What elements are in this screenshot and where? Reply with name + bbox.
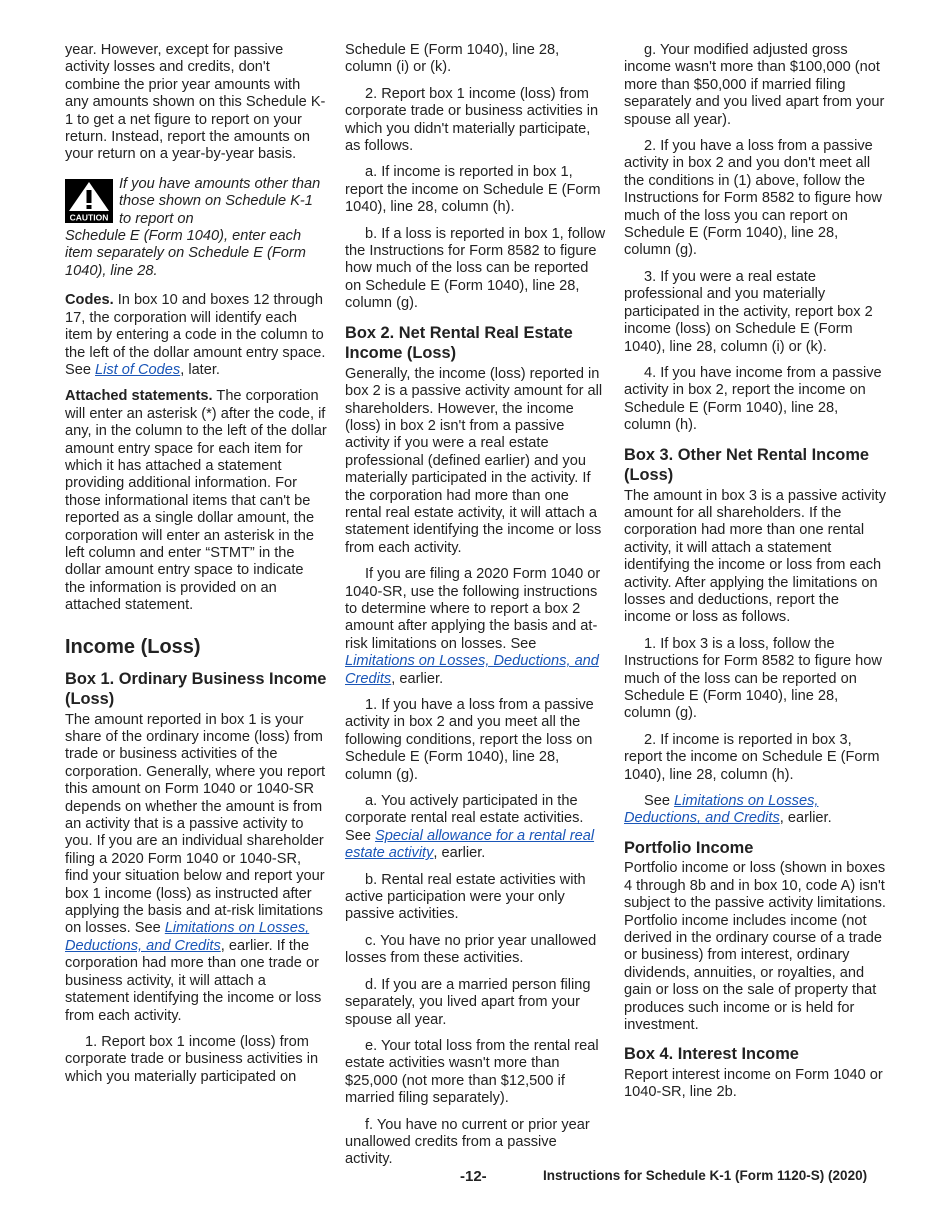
box3-heading: Box 3. Other Net Rental Income (Loss) [624, 445, 870, 485]
box1-paragraph: The amount reported in box 1 is your share of the ordinary income (loss) from trade or business activities of the corporation. Generally, where you report this amount on Form 1040 or 1040-SR depends on whether the amount is from an activity that is a passive activity to you. If you are an individual shareholder filing a 2020 Form 1040 or 1040-SR, find your situation below and report your box 1 income (loss) as instructed after applying the basis and at-risk limitations on losses. See Limitations on Losses, Deductions, and Credits, earlier. If the corporation had more than one trade or business activity, it will attach a statement identifying the income or loss from each activity. [65, 711, 326, 1024]
box2-item-c: c. You have no prior year unallowed losses from these activities. [345, 932, 597, 967]
limitations-link[interactable]: Limitations on Losses, Deductions, and Credits [345, 653, 599, 687]
column-middle [345, 42, 607, 1178]
box3-paragraph: The amount in box 3 is a passive activity amount for all shareholders. If the corporation had more than one rental activity, it will attach a statement identifying the income or loss from each activity. After applying the limitations on losses and deductions, report the income or loss as follows. [624, 487, 887, 626]
caution-label: CAUTION [69, 212, 109, 223]
page-number: -12- [460, 1168, 487, 1185]
caution-icon [65, 179, 113, 228]
special-allowance-link[interactable]: Special allowance for a rental real estate activity [345, 827, 595, 862]
box2-paragraph-2: If you are filing a 2020 Form 1040 or 1040-SR, use the following instructions to determine where to report a box 2 amount after applying the basis and at-risk limitations on losses. See Limitations on Losses, Deductions, and Credits, earlier. [345, 566, 601, 687]
income-loss-heading: Income (Loss) [65, 635, 201, 658]
box1-heading: Box 1. Ordinary Business Income (Loss) [65, 669, 327, 709]
box1-item-2a: a. If income is reported in box 1, report the income on Schedule E (Form 1040), line 28, column (h). [345, 164, 601, 216]
box1-item-2b: b. If a loss is reported in box 1, follow the Instructions for Form 8582 to figure how much of the loss can be reported on Schedule E (Form 1040), line 28, column (g). [345, 225, 606, 312]
paragraph-prior-year: year. However, except for passive activity losses and credits, don't combine the prior year amounts with any amounts shown on this Schedule K-1 to get a net figure to report on your return. Instead, report the amounts on your return on a year-by-year basis. [65, 42, 326, 163]
box1-item-2: 2. Report box 1 income (loss) from corporate trade or business activities in which you didn't materially participate, as follows. [345, 85, 599, 155]
box2-paragraph-1: Generally, the income (loss) reported in box 2 is a passive activity amount for all shareholders. However, the income (loss) in box 2 isn't from a passive activity if you were a real estate professional (defined earlier) and you materially participated in the activity. If the corporation had more than one rental real estate activity, it will attach a statement identifying the income or loss from each activity. [345, 365, 603, 556]
page-footer [0, 1168, 950, 1188]
box2-item-2: 2. If you have a loss from a passive activity in box 2 and you don't meet all the conditions in (1) above, follow the Instructions for Form 8582 to figure how much of the loss you can report on Schedule E (Form 1040), line 28, column (g). [624, 138, 882, 259]
column-right [624, 42, 886, 1111]
box4-paragraph: Report interest income on Form 1040 or 1040-SR, line 2b. [624, 1066, 883, 1101]
caution-text-cont: Schedule E (Form 1040), enter each item separately on Schedule E (Form 1040), line 28. [65, 228, 306, 279]
portfolio-income-heading: Portfolio Income [624, 838, 754, 857]
box2-item-d: d. If you are a married person filing separately, you lived apart from your spouse all year. [345, 976, 591, 1028]
codes-paragraph: Codes. In box 10 and boxes 12 through 17, the corporation will identify each item by entering a code in the column to the left of the dollar amount entry space. See List of Codes, later. [65, 292, 326, 378]
box3-item-1: 1. If box 3 is a loss, follow the Instructions for Form 8582 to figure how much of the loss can be reported on Schedule E (Form 1040), line 28, column (g). [624, 635, 882, 722]
paragraph-cont: Schedule E (Form 1040), line 28, column (i) or (k). [345, 42, 560, 76]
caution-note [65, 176, 327, 280]
box2-item-b: b. Rental real estate activities with active participation were your only passive activities. [345, 871, 586, 923]
limitations-link[interactable]: Limitations on Losses, Deductions, and Credits [65, 920, 310, 954]
box2-item-3: 3. If you were a real estate professional and you materially participated in the activity, report box 2 income (loss) on Schedule E (Form 1040), line 28, column (i) or (k). [624, 268, 873, 355]
box2-item-f: f. You have no current or prior year unallowed credits from a passive activity. [345, 1116, 590, 1168]
attached-statements-lead: Attached statements. [65, 388, 213, 405]
footer-title: Instructions for Schedule K-1 (Form 1120-S) (2020) [543, 1168, 868, 1183]
limitations-link[interactable]: Limitations on Losses, Deductions, and Credits [624, 793, 819, 827]
box2-item-1: 1. If you have a loss from a passive activity in box 2 and you meet all the following conditions, report the loss on Schedule E (Form 1040), line 28, column (g). [345, 697, 594, 783]
box2-heading: Box 2. Net Rental Real Estate Income (Loss) [345, 323, 573, 363]
box3-item-2: 2. If income is reported in box 3, report the income on Schedule E (Form 1040), line 28, column (h). [624, 731, 880, 783]
list-of-codes-link[interactable]: List of Codes [95, 361, 181, 378]
column-left [65, 42, 327, 1095]
box2-item-g: g. Your modified adjusted gross income wasn't more than $100,000 (not more than $50,000 if married filing separately and you lived apart from your spouse all year). [624, 42, 885, 128]
box2-item-e: e. Your total loss from the rental real estate activities wasn't more than $25,000 (not more than $12,500 if married filing separately). [345, 1037, 599, 1107]
box1-item-1: 1. Report box 1 income (loss) from corporate trade or business activities in which you materially participated on [65, 1033, 319, 1085]
portfolio-income-paragraph: Portfolio income or loss (shown in boxes 4 through 8b and in box 10, code A) isn't subject to the passive activity limitations. Portfolio income includes income (not derived in the ordinary course of a trade or business) from interest, ordinary dividends, annuities, or royalties, and gain or loss on the sale of property that produces such income or is held for investment. [624, 860, 886, 1033]
box2-item-4: 4. If you have income from a passive activity in box 2, report the income on Schedule E (Form 1040), line 28, column (h). [624, 364, 882, 434]
attached-statements-paragraph: Attached statements. The corporation will enter an asterisk (*) after the code, if any, in the column to the left of the dollar amount entry space for each item for which it has attached a statement providing additional information. For those informational items that can't be reported as a single dollar amount, the corporation will enter an asterisk in the left column and enter “STMT” in the dollar amount entry space to indicate the information is provided on an attached statement. [65, 388, 327, 614]
box3-see-also: See Limitations on Losses, Deductions, and Credits, earlier. [624, 793, 832, 827]
caution-text: If you have amounts other than those shown on Schedule K-1 to report on [119, 175, 321, 227]
codes-lead: Codes. [65, 292, 114, 309]
box4-heading: Box 4. Interest Income [624, 1045, 799, 1064]
box2-item-a: a. You actively participated in the corporate rental real estate activities. See Special allowance for a rental real estate activity, earlier. [345, 793, 595, 862]
